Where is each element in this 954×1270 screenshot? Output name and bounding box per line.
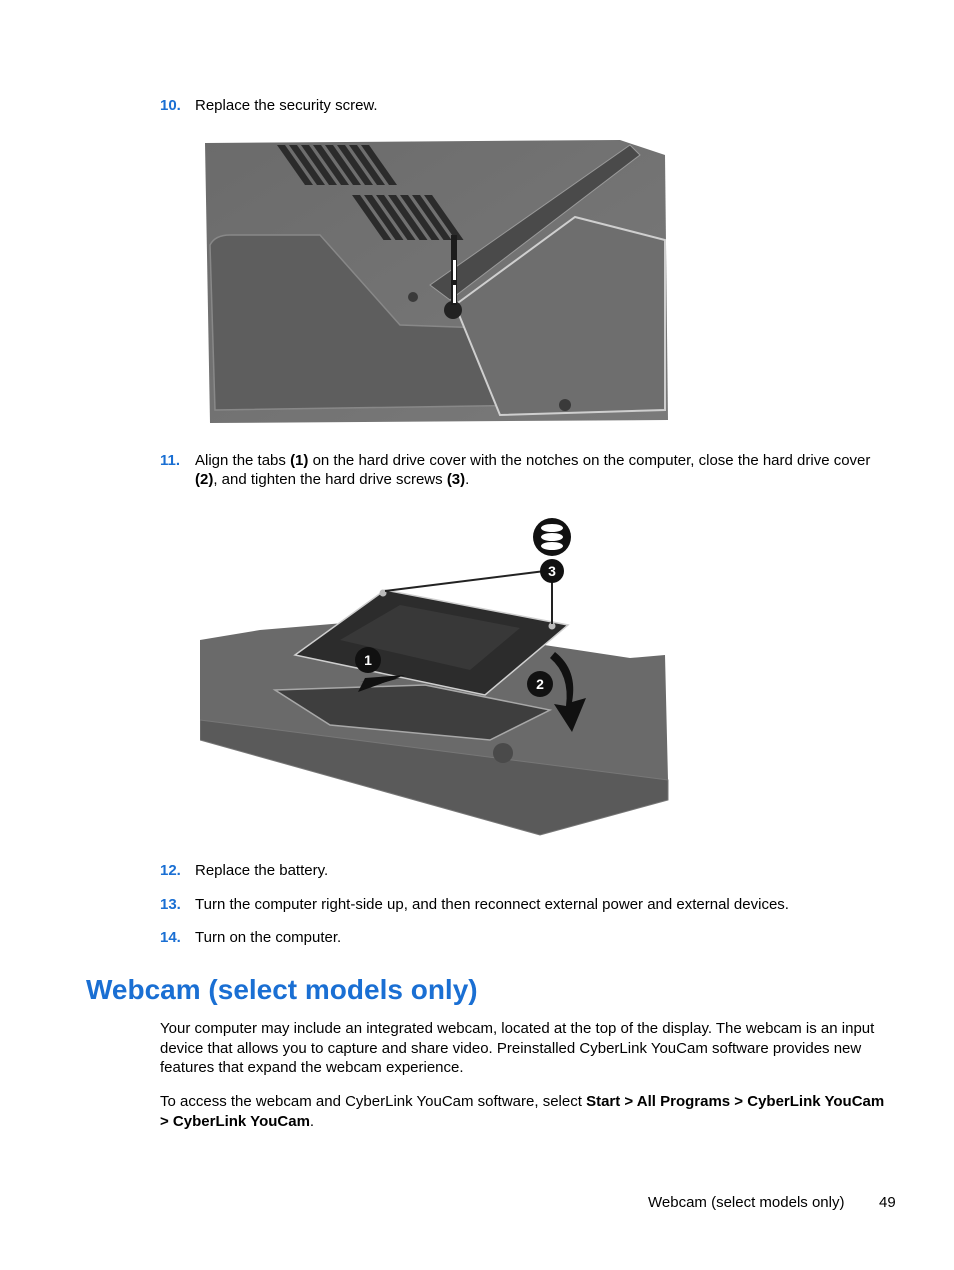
step-text: Replace the battery. (195, 862, 329, 879)
step-number: 10. (160, 97, 181, 114)
step-14 (160, 928, 890, 947)
footer-title: Webcam (select models only) (648, 1194, 845, 1211)
callout-3: 3 (548, 563, 556, 579)
step-number: 12. (160, 862, 181, 879)
security-screw-figure (200, 135, 670, 427)
laptop-bottom-illustration (200, 135, 670, 427)
step-10 (160, 96, 890, 115)
step-text: Align the tabs (1) on the hard drive cover with the notches on the computer, close the hard drive cover (2), and tighten the hard drive screws (3). (195, 452, 871, 488)
webcam-access-instructions: To access the webcam and CyberLink YouCam software, select Start > All Programs > CyberLink YouCam > CyberLink YouCam. (160, 1093, 885, 1130)
step-text: Replace the security screw. (195, 97, 378, 114)
callout-2: 2 (536, 676, 544, 692)
step-text: Turn on the computer. (195, 929, 342, 946)
step-number: 11. (160, 452, 181, 469)
webcam-description: Your computer may include an integrated webcam, located at the top of the display. The webcam is an input device that allows you to capture and share video. Preinstalled CyberLink YouCam software provides new features that expand the webcam experience. (160, 1020, 875, 1076)
hard-drive-cover-illustration (200, 510, 670, 840)
hard-drive-cover-figure (200, 510, 670, 840)
step-11 (160, 451, 890, 489)
step-number: 13. (160, 896, 181, 913)
step-text: Turn the computer right-side up, and then reconnect external power and external devices. (195, 896, 789, 913)
step-number: 14. (160, 929, 181, 946)
section-heading: Webcam (select models only) (86, 974, 478, 1005)
step-12 (160, 861, 890, 880)
page-number: 49 (879, 1194, 896, 1211)
step-13 (160, 895, 890, 914)
callout-1: 1 (364, 652, 372, 668)
